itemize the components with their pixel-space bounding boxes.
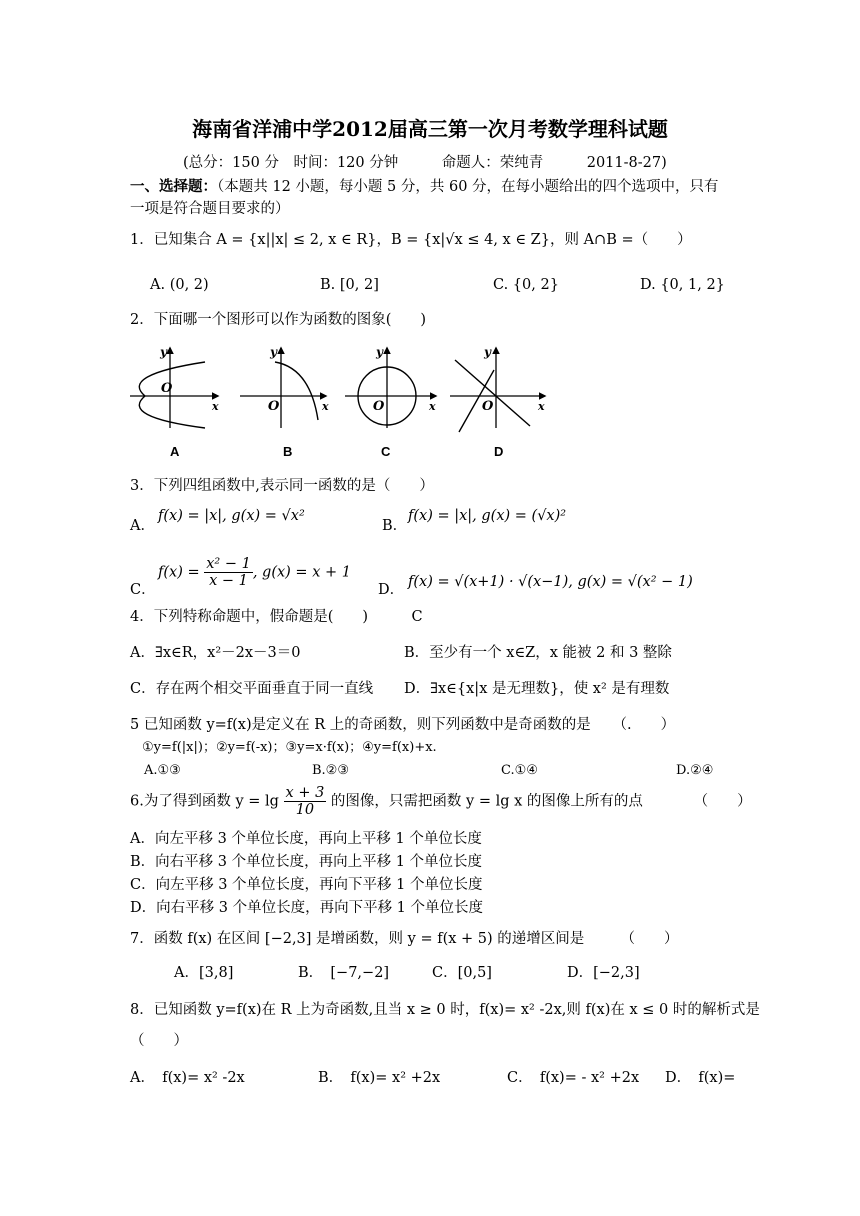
q1-stem: 1．已知集合 A = {x||x| ≤ 2, x ∈ R}，B = {x|√x ≤ 4, x ∈ Z}，则 A∩B =（ ） [130,232,692,248]
q4-stem: 4．下列特称命题中，假命题是( ) C [130,609,423,625]
section-description-cont: 一项是符合题目要求的） [130,201,290,217]
q8-stem: 8．已知函数 y=f(x)在 R 上为奇函数,且当 x ≥ 0 时，f(x)= x² -2x,则 f(x)在 x ≤ 0 时的解析式是 [130,1002,760,1018]
q3-option-c-label: C． [130,582,156,598]
graph-a [130,345,219,428]
q6-stem-post: 的图像，只需把函数 y = lg x 的图像上所有的点 （ ） [326,793,752,810]
graph-a-y-label: y [160,345,167,359]
q1-option-c: C. {0, 2} [493,277,559,293]
q7-option-c: C．[0,5] [432,965,492,981]
q3-option-a: f(x) = |x|, g(x) = √x² [158,508,305,524]
q6-option-d: D．向右平移 3 个单位长度，再向下平移 1 个单位长度 [130,900,484,916]
graph-label-d: D [494,444,504,459]
q6-stem [130,785,752,818]
q6-option-b: B．向右平移 3 个单位长度，再向上平移 1 个单位长度 [130,854,483,870]
q4-option-a: A．∃x∈R，x²－2x－3＝0 [130,645,301,661]
q3-option-b-label: B． [382,518,408,534]
graph-d-y-label: y [484,345,491,359]
q8-option-b: B． f(x)= x² +2x [318,1070,441,1086]
q8-option-c: C． f(x)= - x² +2x [507,1070,640,1086]
q2-function-graphs [0,340,860,460]
q7-option-b: B． [−7,−2] [298,965,390,981]
graph-d-x-label: x [538,400,545,413]
q6-option-c: C．向左平移 3 个单位长度，再向下平移 1 个单位长度 [130,877,483,893]
graph-a-origin: O [161,381,173,396]
q5-stem: 5 已知函数 y=f(x)是定义在 R 上的奇函数，则下列函数中是奇函数的是 （. ） [130,717,676,733]
q1-option-a: A. (0, 2) [150,277,209,293]
q3-option-b: f(x) = |x|, g(x) = (√x)² [408,508,567,524]
graph-a-x-label: x [212,400,219,413]
graph-b [240,345,329,428]
q6-option-a: A．向左平移 3 个单位长度，再向上平移 1 个单位长度 [130,831,482,847]
graph-c-y-label: y [376,345,383,359]
graph-label-c: C [381,444,391,459]
q6-stem-pre: 6.为了得到函数 y = lg [130,793,279,810]
q3-option-c-fraction [204,556,253,589]
exam-title: 海南省洋浦中学2012届高三第一次月考数学理科试题 [192,117,668,141]
q5-option-a: A.①③ [144,763,181,778]
q5-list: ①y=f(|x|)；②y=f(-x)；③y=x·f(x)；④y=f(x)+x. [142,740,437,755]
graph-c [345,345,436,428]
graph-c-x-label: x [429,400,436,413]
q6-fraction-denominator: 10 [295,802,315,818]
q7-option-d: D．[−2,3] [567,965,640,981]
q6-fraction-numerator: x + 3 [285,785,325,801]
graph-d [450,345,545,432]
q8-option-d: D． f(x)= [665,1070,736,1086]
exam-meta: (总分：150 分 时间：120 分钟 命题人：荣纯青 2011-8-27) [183,155,667,171]
q2-stem: 2．下面哪一个图形可以作为函数的图象( ) [130,312,427,328]
q5-option-b: B.②③ [312,763,349,778]
q3-option-d-label: D． [378,582,405,598]
q3-option-c-denominator: x − 1 [209,573,248,589]
q5-option-d: D.②④ [676,763,714,778]
q3-option-d: f(x) = √(x+1) · √(x−1), g(x) = √(x² − 1) [408,574,693,590]
q4-option-d: D．∃x∈{x|x 是无理数}，使 x² 是有理数 [404,681,670,697]
q3-option-c-numerator: x² − 1 [206,556,251,572]
q3-option-c [158,556,351,589]
q4-option-c: C．存在两个相交平面垂直于同一直线 [130,681,374,697]
q1-option-d: D. {0, 1, 2} [640,277,725,293]
graph-label-b: B [283,444,293,459]
graph-label-a: A [170,444,180,459]
q3-stem: 3．下列四组函数中,表示同一函数的是（ ） [130,478,434,494]
q1-option-b: B. [0, 2] [320,277,379,293]
q4-option-b: B．至少有一个 x∈Z，x 能被 2 和 3 整除 [404,645,672,661]
q6-fraction [284,785,327,818]
q3-option-c-pre: f(x) = [158,564,200,581]
graph-d-origin: O [482,399,494,414]
section-heading: 一、选择题： [130,178,217,195]
graph-b-origin: O [268,399,280,414]
q8-option-a: A． f(x)= x² -2x [130,1070,245,1086]
q3-option-c-post: , g(x) = x + 1 [252,564,351,581]
q5-option-c: C.①④ [501,763,538,778]
q3-option-a-label: A． [130,518,155,534]
section-description: （本题共 12 小题，每小题 5 分，共 60 分，在每小题给出的四个选项中，只有 [217,179,719,195]
section-heading-row [130,177,719,197]
graph-b-y-label: y [270,345,277,359]
q8-answer-paren: （ ） [130,1033,188,1049]
graph-c-origin: O [373,399,385,414]
graph-b-x-label: x [322,400,329,413]
q7-stem: 7．函数 f(x) 在区间 [−2,3] 是增函数，则 y = f(x + 5) 的递增区间是 （ ） [130,931,679,947]
q7-option-a: A．[3,8] [174,965,234,981]
